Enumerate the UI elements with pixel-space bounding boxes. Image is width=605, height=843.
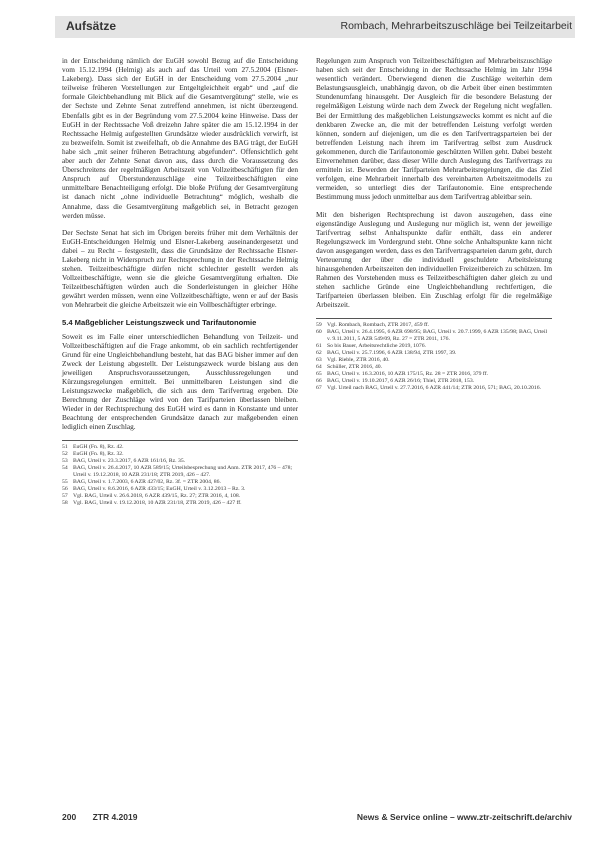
footnote-text: BAG, Urteil v. 1.7.2003, 6 AZR 427/02, Rz. 3f. = ZTR 2004, 86. (73, 478, 221, 485)
footnote-number: 67 (316, 384, 322, 391)
footnotes-right (316, 318, 552, 392)
footnote-number: 51 (62, 443, 68, 450)
footnote-text: Schüller, ZTR 2016, 40. (327, 363, 383, 370)
footnote (62, 486, 298, 493)
footnote (62, 444, 298, 451)
footnote-text: Vgl. BAG, Urteil v. 26.6.2018, 6 AZR 439/15, Rz. 27; ZTR 2016, 4, 108. (73, 492, 241, 499)
footnote-number: 57 (62, 492, 68, 499)
footnote (62, 479, 298, 486)
running-title: Rombach, Mehrarbeitszuschläge bei Teilzeitarbeit (340, 20, 572, 32)
footnote (316, 357, 552, 364)
footnote-number: 64 (316, 363, 322, 370)
footer-left (62, 812, 137, 822)
footnotes-left (62, 440, 298, 507)
body-paragraph: Regelungen zum Anspruch von Teilzeitbeschäftigten auf Mehrarbeitszuschläge haben sich seit der Entscheidung in der Rechtssache Helmig im Jahr 1994 wesentlich verändert. Überwiegend dienen die Zuschläge weiterhin dem Belastungsausgleich, unabhängig davon, ob die Arbeit über einen bestimmten Stundenumfang hinausgeht. Der Ausgleich für die besondere Belastung der regelmäßigen Leistung würde nach dem Zweck der Regelung nicht wegfallen. Bei der Ermittlung des maßgeblichen Leistungszwecks kommt es nicht auf die denkbaren Zwecke an, die mit der betreffenden Leistung verfolgt werden können, sondern auf diejenigen, um die es den Tarifvertragsparteien bei der betreffenden Leistung nach ihrem im Tarifvertrag selbst zum Ausdruck gekommenen, durch die Tarifautonomie geschützten Willen geht. Dabei besteht Einvernehmen darüber, dass dieser Wille durch Auslegung des Tarifvertrags zu ermitteln ist. Bewerden der Tarifparteien Mehrarbeitsregelungen, die das Ziel verfolgen, eine Mehrarbeit innerhalb des vereinbarten Arbeitszeitmodells zu vermeiden, so unterliegt dies der Tarifautonomie. Eine entsprechende Bestimmung muss jedoch unmittelbar aus dem Tarifvertrag ableitbar sein. (316, 56, 552, 202)
footnote (316, 371, 552, 378)
footnote (316, 343, 552, 350)
footnote-text: BAG, Urteil v. 26.4.2017, 10 AZR 589/15; Urteilsbesprechung und Anm. ZTR 2017, 476 – 478; Urteil v. 19.12.2018, 10 AZR 231/18; ZTR 2019, 426 – 427. (73, 464, 293, 478)
body-paragraph: Mit den bisherigen Rechtsprechung ist davon auszugehen, dass eine eigenständige Auslegung und Auslegung nur möglich ist, wenn der jeweilige Tarifvertrag selbst Anhaltspunkte dafür enthält, dass ein anderer Regelungszweck im Vordergrund steht. Ohne solche Anhaltspunkte kann nicht davon ausgegangen werden, dass es den Tarifvertragsparteien darum geht, durch Verteuerung der über die individuell geschuldete Arbeitsleistung hinausgehenden Arbeitszeiten den individuellen Freizeitbereich zu schützen. Im Rahmen des Vorstehenden muss es Teilzeitbeschäftigten daher gleich zu und stehen sachliche Gründe eine Ungleichbehandlung rechtfertigen, die Tarifparteien überlassen bleiben. Ein Zuschlag erfolgt für die regelmäßige Arbeitszeit. (316, 209, 552, 310)
footnote (316, 378, 552, 385)
footnote-text: BAG, Urteil v. 8.6.2016, 6 AZR 433/15; EuGH, Urteil v. 3.12.2013 – Rz. 3. (73, 485, 246, 492)
footnote-number: 58 (62, 499, 68, 506)
footnote-number: 61 (316, 342, 322, 349)
footnote (62, 493, 298, 500)
footnote-text: EuGH (Fn. 8), Rz. 32. (73, 450, 124, 457)
footnote (316, 329, 552, 343)
footnote (316, 385, 552, 392)
footnote-number: 63 (316, 356, 322, 363)
footnote (316, 364, 552, 371)
section-heading: 5.4 Maßgeblicher Leistungszweck und Tarifautonomie (62, 317, 257, 327)
footnote-number: 55 (62, 478, 68, 485)
footnote-text: BAG, Urteil v. 19.10.2017, 6 AZR 26/16; Thiel, ZTR 2018, 153. (327, 377, 475, 384)
footnote-text: So bis Bauer, Arbeitsrechtliche 2019, 1076. (327, 342, 426, 349)
footnote-text: BAG, Urteil v. 26.4.1995, 6 AZR 698/95; BAG, Urteil v. 20.7.1999, 6 AZR 135/98; BAG, Urteil v. 9.11.2011, 5 AZR 549/09, Rz. 27 = ZTR 2011, 176. (327, 328, 548, 342)
footnote-text: BAG, Urteil v. 25.7.1996, 6 AZR 138/94, ZTR 1997, 39. (327, 349, 457, 356)
footnote-text: Vgl. BAG, Urteil v. 19.12.2018, 10 AZR 231/18, ZTR 2019, 426 – 427 ff. (73, 499, 242, 506)
footnote-number: 66 (316, 377, 322, 384)
footnote-number: 54 (62, 464, 68, 471)
page-number: 200 (62, 812, 77, 822)
footnote-text: Vgl. Rombach, Rombach, ZTR 2017, 459 ff. (327, 321, 430, 328)
footnote-text: EuGH (Fn. 8), Rz. 42. (73, 443, 124, 450)
left-column (62, 56, 298, 507)
footnote (62, 458, 298, 465)
section-label: Aufsätze (66, 19, 117, 33)
footnote-text: Vgl. Rieble, ZTR 2016, 40. (327, 356, 390, 363)
right-column (316, 56, 552, 392)
footnote (316, 322, 552, 329)
footer-tagline: News & Service online – www.ztr-zeitschrift.de/archiv (356, 812, 572, 822)
footnote-number: 60 (316, 328, 322, 335)
journal-issue: ZTR 4.2019 (92, 812, 138, 822)
footnote-number: 53 (62, 457, 68, 464)
footnote (62, 465, 298, 479)
footnote-text: BAG, Urteil v. 16.3.2016, 10 AZR 175/15, Rz. 28 = ZTR 2016, 379 ff. (327, 370, 489, 377)
footnote (62, 500, 298, 507)
footnote-text: BAG, Urteil v. 23.3.2017, 6 AZR 161/16, Rz. 35. (73, 457, 186, 464)
footnote (316, 350, 552, 357)
footnote-text: Vgl. Urteil nach BAG, Urteil v. 27.7.2016, 6 AZR 441/14; ZTR 2016, 571; BAG, 20.10.2016. (327, 384, 542, 391)
footnote (62, 451, 298, 458)
body-paragraph: Soweit es im Falle einer unterschiedlichen Behandlung von Teilzeit- und Vollzeitbeschäftigten auf die Frage ankommt, ob ein sachlich rechtfertigender Grund für eine Ungleichbehandlung besteht, hat das BAG bisher immer auf den Zweck der Leistung abgestellt. Der Leistungszweck wurde bislang aus den jeweiligen Anspruchsvoraussetzungen, Ausschlussregelungen und Kürzungsregelungen ermittelt. Bei unmittelbaren Leistungen sind die Leistungszwecke maßgeblich, die sich aus dem Tarifvertrag ergeben. Die Berechnung der Zuschläge wird von den Tarifparteien überlassen bleiben. Wieder in der Rechtsprechung des EuGH wird es dann in Konstante und unter Beachtung der entsprechenden Grundsätze danach zur maßgebenden einen lediglich einen Zuschlag. (62, 331, 298, 432)
body-paragraph: in der Entscheidung nämlich der EuGH sowohl Bezug auf die Entscheidung vom 15.12.1994 (Helmig) als auch auf das Urteil vom 27.5.2004 (Elsner-Lakeberg). Dass sich der EuGH in der Entscheidung vom 27.5.2004 „nur teilweise früheren Vorstellungen zur Entgeltgleichheit ergab“ und „auf die formale Gleichbehandlung mit Blick auf die Gesamtvergütung“ stelle, wie es der Sechste und Zehnte Senat zutreffend annehmen, ist nicht überzeugend. Ebenfalls gibt es in der Begründung vom 27.5.2004 keine Hinweise. Dass der EuGH in der Rechtssache Voß dreizehn Jahre später die am 15.12.1994 in der Rechtssache Helmig aufgestellten Grundsätze wieder ausdrücklich verwirft, ist zu bezweifeln. Somit ist zweifelhaft, ob die Annahme des BAG trägt, der EuGH habe sich „mit seiner früheren Betrachtung abgefunden“. Offensichtlich geht aber auch der Zehnte Senat davon aus, dass durch die Voraussetzung des Überschreitens der regelmäßigen Arbeitszeit von Vollzeitbeschäftigten für den Anspruch auf Überstundenzuschläge eine Teilzeitbeschäftigten eine unmittelbare Benachteiligung erfolgt. Die bloße Prüfung der Gesamtvergütung ist danach nicht „ohne individuelle Betrachtung“ möglich, weshalb die Annahme, dass die Gesamtvergütung maßgeblich sei, in Betracht gezogen werden müsse. (62, 56, 298, 220)
footnote-number: 59 (316, 321, 322, 328)
footnote-number: 62 (316, 349, 322, 356)
footnote-number: 52 (62, 450, 68, 457)
footnote-number: 65 (316, 370, 322, 377)
footnote-number: 56 (62, 485, 68, 492)
body-paragraph: Der Sechste Senat hat sich im Übrigen bereits früher mit dem Verhältnis der EuGH-Entscheidungen Helmig und Elsner-Lakeberg auseinandergesetzt und dabei – zu Recht – festgestellt, dass die Grundsätze der Rechtssache Elsner-Lakeberg nicht in Widerspruch zur Rechtsprechung in der Rechtssache Helmig stehen. Teilzeitbeschäftigte dürfen nicht schlechter gestellt werden als Vollzeitbeschäftigte, wenn sie die gleiche Gesamtvergütung erhalten. Die Teilzeitbeschäftigten würden auch die Sonderleistungen in gleicher Höhe gewährt werden müssen, wenn eine Vollzeitbeschäftigte, wenn er auf der Basis von Mehrarbeit die gleiche Arbeitszeit wie ein Vollbeschäftigter erbringe. (62, 227, 298, 310)
